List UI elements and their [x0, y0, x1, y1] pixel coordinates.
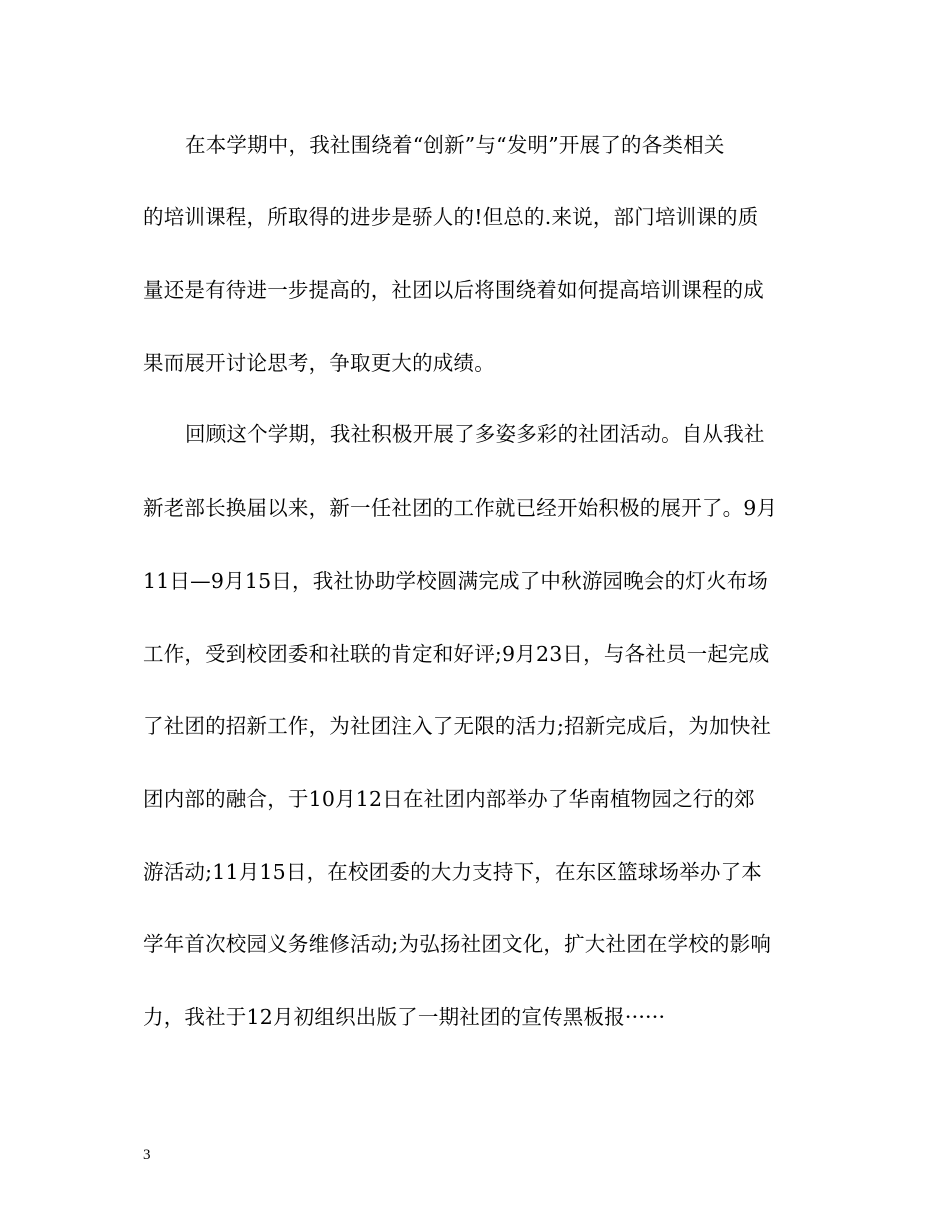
paragraph-2-line-6: 团内部的融合，于10月12日在社团内部举办了华南植物园之行的郊: [143, 787, 755, 811]
paragraph-1-line-3: 量还是有待进一步提高的，社团以后将围绕着如何提高培训课程的成: [143, 278, 764, 302]
paragraph-1-line-2: 的培训课程，所取得的进步是骄人的!但总的.来说，部门培训课的质: [143, 205, 759, 229]
paragraph-2-line-2: 新老部长换届以来，新一任社团的工作就已经开始积极的展开了。9月: [143, 496, 778, 520]
paragraph-2-line-4: 工作，受到校团委和社联的肯定和好评;9月23日，与各社员一起完成: [143, 642, 770, 666]
paragraph-2-line-7: 游活动;11月15日，在校团委的大力支持下，在东区篮球场举办了本: [143, 860, 762, 884]
paragraph-2-line-8: 学年首次校园义务维修活动;为弘扬社团文化，扩大社团在学校的影响: [143, 932, 772, 956]
paragraph-2-line-1: 回顾这个学期，我社积极开展了多姿多彩的社团活动。自从我社: [185, 422, 765, 446]
paragraph-1-line-4: 果而展开讨论思考，争取更大的成绩。: [143, 351, 495, 375]
paragraph-2-line-3: 11日—9月15日，我社协助学校圆满完成了中秋游园晚会的灯火布场: [143, 569, 769, 593]
page-number: 3: [143, 1147, 151, 1163]
paragraph-2-line-9: 力，我社于12月初组织出版了一期社团的宣传黑板报······: [143, 1005, 666, 1029]
paragraph-2-line-5: 了社团的招新工作，为社团注入了无限的活力;招新完成后，为加快社: [143, 714, 772, 738]
paragraph-1-line-1: 在本学期中，我社围绕着“创新”与“发明”开展了的各类相关: [185, 133, 725, 157]
